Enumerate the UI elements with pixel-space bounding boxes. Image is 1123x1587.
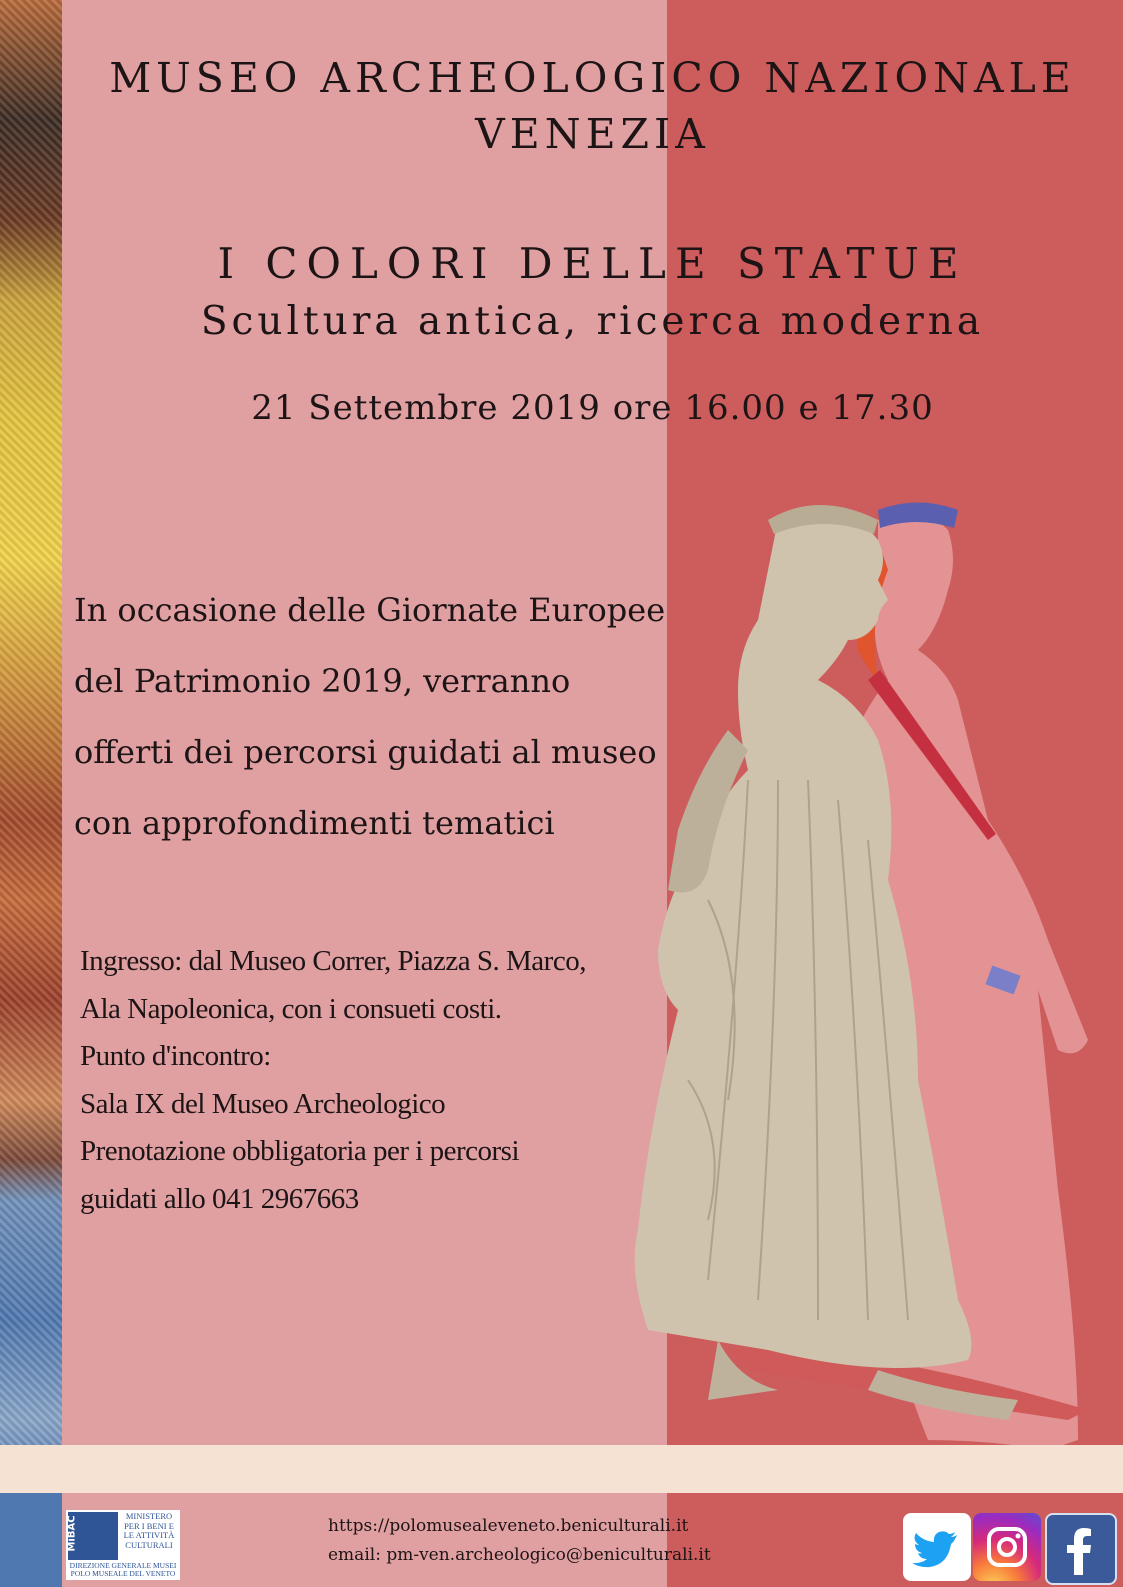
- info-line: Ala Napoleonica, con i consueti costi.: [80, 992, 502, 1025]
- info-line: Sala IX del Museo Archeologico: [80, 1087, 446, 1120]
- intro-line: con approfondimenti tematici: [74, 804, 555, 842]
- facebook-icon[interactable]: [1045, 1513, 1117, 1585]
- email-link[interactable]: email: pm-ven.archeologico@beniculturali.it: [328, 1545, 711, 1565]
- logo-ministry-text: MINISTERO PER I BENI E LE ATTIVITÀ CULTURALI: [123, 1511, 175, 1550]
- mibac-logo-mark: [68, 1512, 118, 1560]
- logo-direction-text: DIREZIONE GENERALE MUSEI POLO MUSEALE DEL VENETO: [69, 1561, 177, 1578]
- logo-vertical-text: MiBAC: [66, 1515, 78, 1552]
- decorative-mosaic-strip: [0, 0, 62, 1587]
- info-line: Ingresso: dal Museo Correr, Piazza S. Marco,: [80, 945, 586, 977]
- event-date-time: 21 Settembre 2019 ore 16.00 e 17.30: [251, 388, 934, 428]
- exhibit-subtitle: Scultura antica, ricerca moderna: [200, 299, 985, 344]
- museum-name: [62, 50, 1123, 162]
- intro-line: offerti dei percorsi guidati al museo: [74, 733, 657, 771]
- info-line: Punto d'incontro:: [80, 1040, 271, 1072]
- twitter-icon[interactable]: [903, 1513, 971, 1581]
- statues-image: [578, 480, 1123, 1445]
- poster-header: [62, 50, 1123, 428]
- contacts: [328, 1512, 711, 1570]
- ministry-logo: [66, 1510, 180, 1580]
- info-line: Prenotazione obbligatoria per i percorsi: [80, 1135, 520, 1167]
- instagram-icon[interactable]: [973, 1513, 1041, 1581]
- museum-name-line2: VENEZIA: [475, 110, 710, 158]
- intro-line: In occasione delle Giornate Europee: [74, 591, 666, 629]
- intro-line: del Patrimonio 2019, verranno: [74, 662, 571, 700]
- info-line: guidati allo 041 2967663: [80, 1182, 359, 1215]
- website-link[interactable]: https://polomusealeveneto.beniculturali.it: [328, 1516, 689, 1536]
- footer-band: [0, 1445, 1123, 1493]
- footer-mosaic-strip: [0, 1493, 62, 1587]
- museum-name-line1: MUSEO ARCHEOLOGICO NAZIONALE: [109, 54, 1076, 102]
- exhibit-title: I COLORI DELLE STATUE: [217, 239, 968, 288]
